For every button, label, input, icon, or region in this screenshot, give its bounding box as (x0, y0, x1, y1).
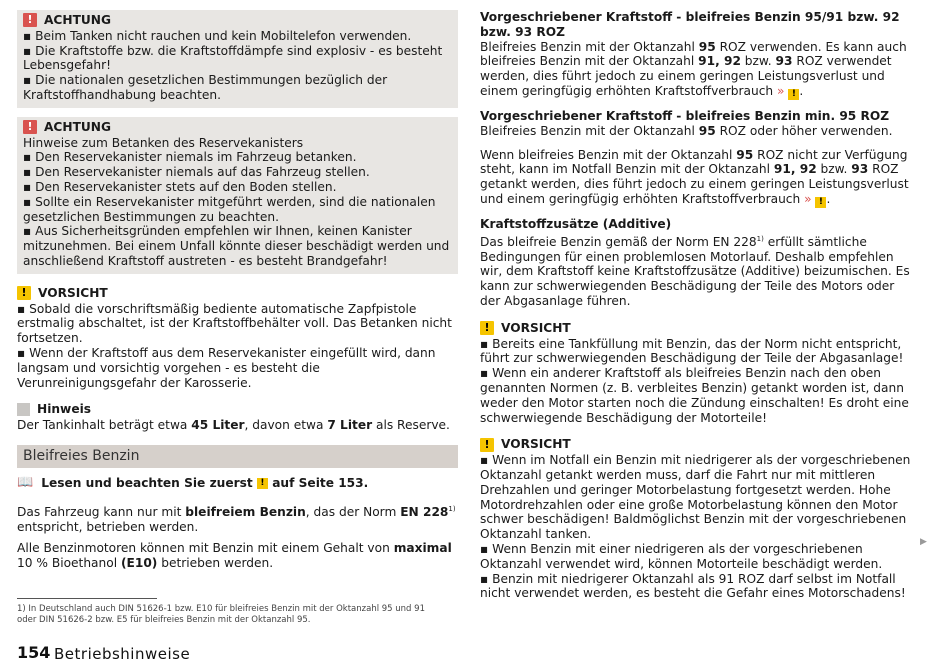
caution-title: VORSICHT (501, 320, 571, 335)
paragraph-unleaded: Das Fahrzeug kann nur mit bleifreiem Benzin, das der Norm EN 228$^{1)}$ entspricht, betrieben werden. (17, 504, 456, 534)
subheading: Vorgeschriebener Kraftstoff - bleifreies Benzin 95/91 bzw. 92 bzw. 93 ROZ (480, 10, 900, 39)
list-item: ▪ Den Reservekanister stets auf den Boden stellen. (23, 179, 337, 194)
caution-icon-small: ! (257, 478, 268, 489)
list-item: ▪ Wenn ein anderer Kraftstoff als bleifreies Benzin nach den oben genannten Normen (z. B. verbleites Benzin) getankt worden ist, dann weder den Motor starten noch die Zündung einschalten! Es droht eine schwerwiegende Beschädigung der Motorteile! (480, 366, 909, 425)
list-item: ▪ Beim Tanken nicht rauchen und kein Mobiltelefon verwenden. (23, 28, 412, 43)
paragraph-ethanol: Alle Benzinmotoren können mit Benzin mit einem Gehalt von maximal 10 % Bioethanol (E10) betrieben werden. (17, 541, 452, 571)
paragraph-emergency-fuel: Wenn bleifreies Benzin mit der Oktanzahl 95 ROZ nicht zur Verfügung steht, kann im Notfall Benzin mit der Oktanzahl 91, 92 bzw. 93 ROZ getankt werden, dies führt jedoch zu einem geringen Leistungsverlust und einem geringfügig erhöhten Kraftstoffverbrauch » ! . (480, 147, 909, 207)
subheading: Vorgeschriebener Kraftstoff - bleifreies Benzin min. 95 ROZ (480, 108, 890, 123)
page-section-title: Betriebshinweise (54, 645, 191, 663)
warning-intro: Hinweise zum Betanken des Reservekanisters (23, 135, 304, 150)
read-first-note: 📖 Lesen und beachten Sie zuerst ! auf Seite 153. (17, 474, 369, 490)
hint-text: Der Tankinhalt beträgt etwa 45 Liter, davon etwa 7 Liter als Reserve. (17, 418, 450, 433)
caution-icon-small: ! (788, 89, 799, 100)
list-item: ▪ Sollte ein Reservekanister mitgeführt werden, sind die nationalen gesetzlichen Bestimmungen zu beachten. (23, 194, 436, 224)
right-column (480, 10, 917, 601)
footnote: 1) In Deutschland auch DIN 51626-1 bzw. E10 für bleifreies Benzin mit der Oktanzahl 95 und 91 oder DIN 51626-2 bzw. E5 für bleifreies Benzin mit der Oktanzahl 95. (17, 604, 425, 625)
warning-icon: ! (23, 120, 37, 134)
list-item: ▪ Aus Sicherheitsgründen empfehlen wir Ihnen, keinen Kanister mitzunehmen. Bei einem Unfall könnte dieser beschädigt werden und anschließend Kraftstoff austreten - es besteht Brandgefahr! (23, 224, 450, 268)
left-column (17, 10, 458, 571)
list-item: ▪ Benzin mit niedrigerer Oktanzahl als 91 ROZ darf selbst im Notfall nicht verwendet werden, es besteht die Gefahr eines Motorschadens! (480, 571, 906, 601)
section-heading: Bleifreies Benzin (17, 445, 458, 468)
paragraph-fuel-95-91: Bleifreies Benzin mit der Oktanzahl 95 ROZ verwenden. Es kann auch bleifreies Benzin mit der Oktanzahl 91, 92 bzw. 93 ROZ verwendet werden, dies führt jedoch zu einem geringen Leistungsverlust und einem geringfügig erhöhten Kraftstoffverbrauch » ! . (480, 39, 907, 99)
caution-block-fueling (17, 286, 458, 391)
subheading: Kraftstoffzusätze (Additive) (480, 216, 672, 231)
list-item: ▪ Den Reservekanister niemals im Fahrzeug betanken. (23, 150, 357, 165)
caution-icon: ! (480, 438, 494, 452)
caution-block-octane (480, 437, 917, 601)
book-icon: 📖 (17, 474, 34, 490)
continue-arrow-icon: ▶ (920, 537, 927, 547)
paragraph-additives: Das bleifreie Benzin gemäß der Norm EN 228$^{1)}$ erfüllt sämtliche Bedingungen für einen problemlosen Motorlauf. Deshalb empfehlen wir, dem Kraftstoff keine Kraftstoffzusätze (Additive) beizumischen. Es kann zur schwerwiegenden Beschädigung der Teile des Motors oder der Abgasanlage führen. (480, 234, 910, 309)
caution-icon: ! (480, 321, 494, 335)
hint-block (17, 402, 458, 433)
list-item: ▪ Wenn im Notfall ein Benzin mit niedrigerer als der vorgeschriebenen Oktanzahl getankt werden muss, darf die Fahrt nur mit mittleren Drehzahlen und geringer Motorbelastung fortgesetzt werden. Hohe Motordrehzahlen oder eine große Motorbelastung können den Motor schwer beschädigen! Baldmöglichst Benzin mit der vorgeschriebenen Oktanzahl tanken. (480, 453, 911, 542)
caution-title: VORSICHT (501, 437, 571, 452)
caution-icon-small: ! (815, 197, 826, 208)
list-item: ▪ Wenn Benzin mit einer niedrigeren als der vorgeschriebenen Oktanzahl verwendet wird, können Motorteile beschädigt werden. (480, 541, 883, 571)
list-item: ▪ Den Reservekanister niemals auf das Fahrzeug stellen. (23, 165, 370, 180)
warning-title: ACHTUNG (44, 119, 111, 134)
warning-box-fueling (17, 10, 458, 108)
footnote-divider (17, 598, 157, 599)
hint-title: Hinweis (37, 402, 92, 417)
caution-title: VORSICHT (38, 285, 108, 300)
list-item: ▪ Die nationalen gesetzlichen Bestimmungen bezüglich der Kraftstoffhandhabung beachten. (23, 73, 388, 102)
warning-box-canister (17, 117, 458, 274)
caution-icon: ! (17, 286, 31, 300)
list-item: ▪ Bereits eine Tankfüllung mit Benzin, das der Norm nicht entspricht, führt zur schwerwiegenden Beschädigung der Teile der Abgasanlage! (480, 336, 904, 366)
info-icon (17, 403, 30, 416)
caution-block-norm (480, 321, 917, 426)
warning-title: ACHTUNG (44, 13, 111, 27)
paragraph-fuel-95: Bleifreies Benzin mit der Oktanzahl 95 ROZ oder höher verwenden. (480, 123, 893, 138)
warning-icon: ! (23, 13, 37, 27)
list-item: ▪ Sobald die vorschriftsmäßig bediente automatische Zapfpistole erstmalig abschaltet, ist der Kraftstoffbehälter voll. Das Betanken nicht fortsetzen. (17, 301, 452, 346)
page-number: 154 (17, 643, 51, 662)
list-item: ▪ Die Kraftstoffe bzw. die Kraftstoffdämpfe sind explosiv - es besteht Lebensgefahr! (23, 43, 443, 73)
list-item: ▪ Wenn der Kraftstoff aus dem Reservekanister eingefüllt wird, dann langsam und vorsichtig vorgehen - es besteht die Verunreinigungsgefahr der Karosserie. (17, 345, 436, 390)
